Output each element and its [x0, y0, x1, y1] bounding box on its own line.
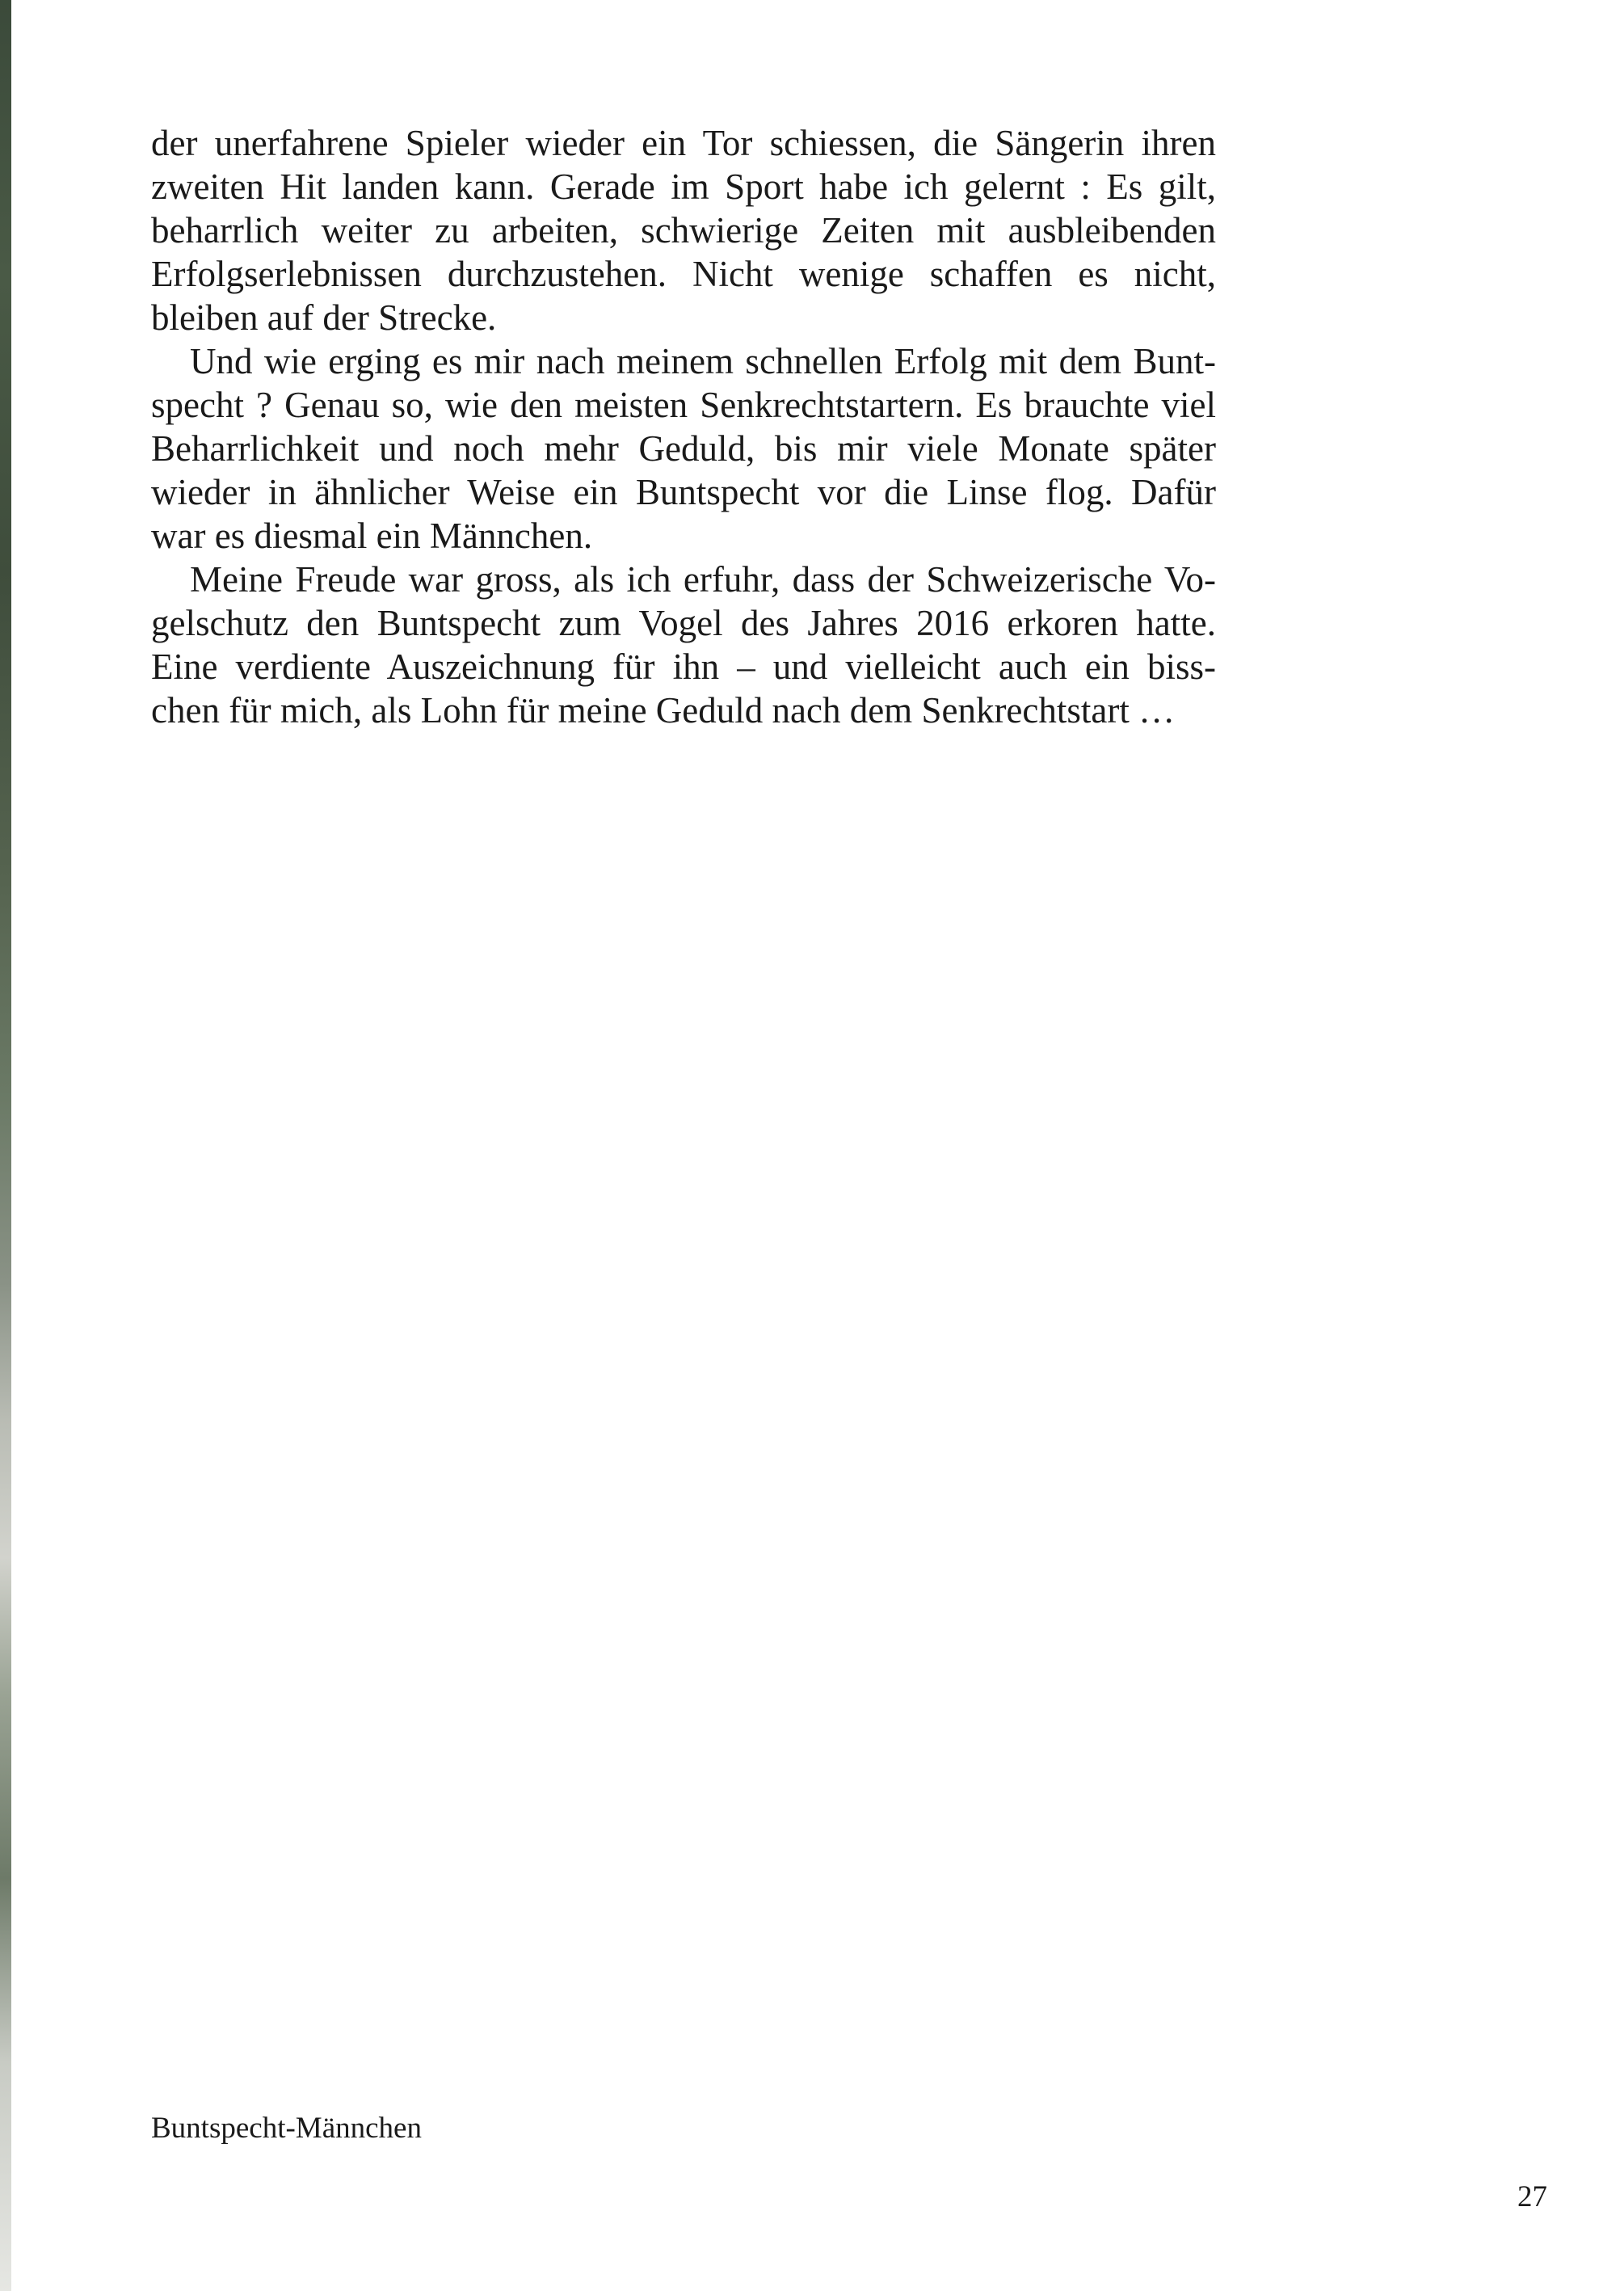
text-line: Meine Freude war gross, als ich erfuhr, dass der Schweizerische Vo-	[190, 559, 1216, 600]
text-line: war es diesmal ein Männchen.	[151, 516, 593, 556]
text-line: beharrlich weiter zu arbeiten, schwierige Zeiten mit ausbleibenden	[151, 210, 1216, 251]
photo-caption: Buntspecht-Männchen	[151, 2112, 422, 2145]
page-number: 27	[1517, 2180, 1547, 2213]
text-line: bleiben auf der Strecke.	[151, 297, 497, 338]
text-line: zweiten Hit landen kann. Gerade im Sport habe ich gelernt : Es gilt,	[151, 166, 1216, 207]
text-line: Eine verdiente Auszeichnung für ihn – und vielleicht auch ein biss-	[151, 646, 1216, 687]
text-line: der unerfahrene Spieler wieder ein Tor schiessen, die Sängerin ihren	[151, 123, 1216, 163]
text-line: Beharrlichkeit und noch mehr Geduld, bis mir viele Monate später	[151, 428, 1216, 469]
text-line: Erfolgserlebnissen durchzustehen. Nicht wenige schaffen es nicht,	[151, 254, 1216, 294]
text-line: gelschutz den Buntspecht zum Vogel des Jahres 2016 erkoren hatte.	[151, 603, 1216, 643]
text-line: Und wie erging es mir nach meinem schnellen Erfolg mit dem Bunt-	[190, 341, 1216, 381]
text-line: chen für mich, als Lohn für meine Geduld nach dem Senkrechtstart …	[151, 690, 1176, 731]
text-line: specht ? Genau so, wie den meisten Senkrechtstartern. Es brauchte viel	[151, 385, 1216, 425]
body-text	[151, 121, 1216, 732]
text-line: wieder in ähnlicher Weise ein Buntspecht vor die Linse flog. Dafür	[151, 472, 1216, 512]
photo-edge-strip	[0, 0, 11, 2291]
